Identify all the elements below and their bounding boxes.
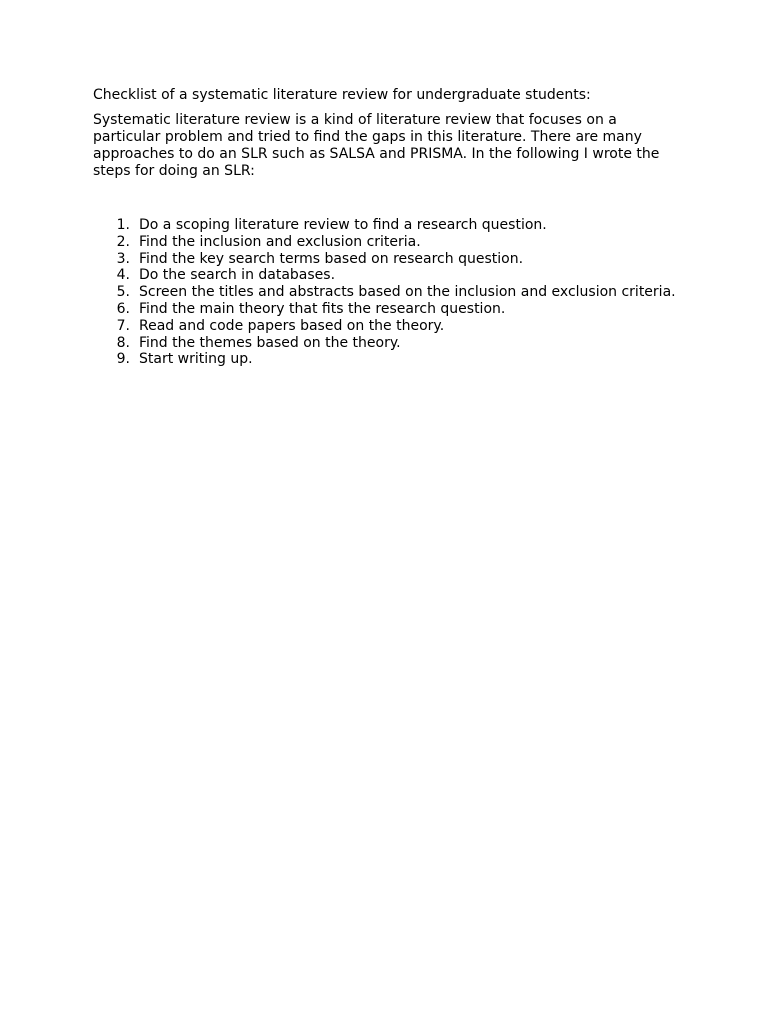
step-text: Find the themes based on the theory. xyxy=(139,334,401,351)
step-number: 8. xyxy=(116,334,130,351)
list-item xyxy=(93,301,683,318)
list-item xyxy=(93,217,683,234)
document-page xyxy=(93,86,683,368)
step-text: Find the main theory that fits the research question. xyxy=(139,300,506,317)
step-text: Read and code papers based on the theory. xyxy=(139,317,445,334)
list-item xyxy=(93,234,683,251)
step-number: 9. xyxy=(116,351,130,368)
list-item xyxy=(93,318,683,335)
intro-paragraph: Systematic literature review is a kind of literature review that focuses on a particular problem and tried to find the gaps in this literature. There are many approaches to do an SLR such as SALSA and PRISMA. In the following I wrote the steps for doing an SLR: xyxy=(93,112,660,179)
list-item xyxy=(93,267,683,284)
list-item xyxy=(93,335,683,352)
step-text: Find the key search terms based on research question. xyxy=(139,250,524,267)
list-item xyxy=(93,251,683,268)
step-text: Do the search in databases. xyxy=(139,267,336,284)
list-item xyxy=(93,284,683,301)
step-number: 7. xyxy=(116,317,130,334)
step-text: Find the inclusion and exclusion criteria. xyxy=(139,233,421,250)
step-number: 3. xyxy=(116,250,130,267)
step-number: 2. xyxy=(116,233,130,250)
step-text: Do a scoping literature review to find a research question. xyxy=(139,217,547,233)
steps-list xyxy=(93,217,683,368)
step-number: 4. xyxy=(116,267,130,284)
document-title: Checklist of a systematic literature review for undergraduate students: xyxy=(93,87,591,103)
list-item xyxy=(93,351,683,368)
step-text: Screen the titles and abstracts based on the inclusion and exclusion criteria. xyxy=(139,284,676,301)
step-text: Start writing up. xyxy=(139,351,253,368)
step-number: 1. xyxy=(116,217,130,233)
step-number: 6. xyxy=(116,300,130,317)
step-number: 5. xyxy=(116,284,130,301)
